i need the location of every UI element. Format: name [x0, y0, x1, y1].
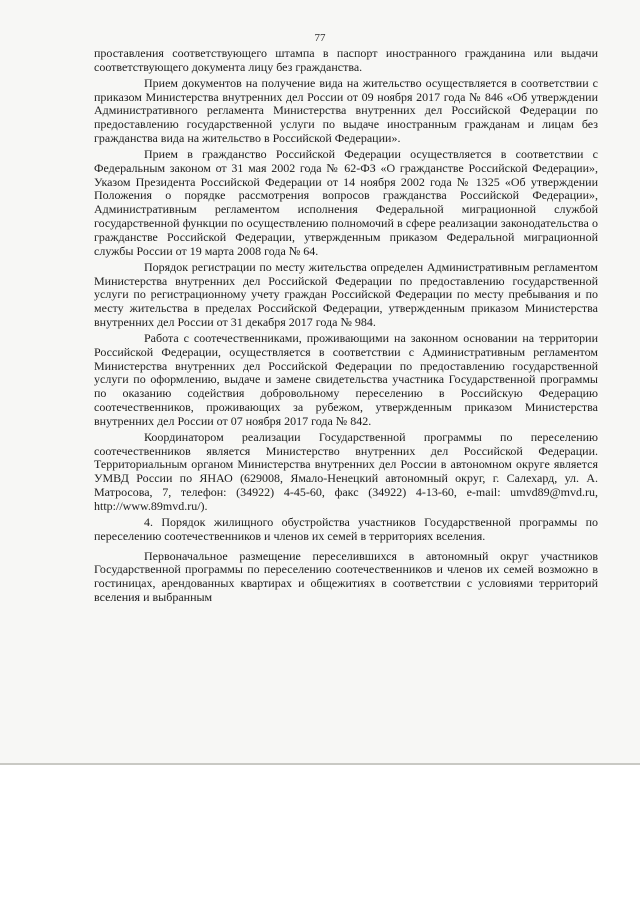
paragraph-residence-permit: Прием документов на получение вида на жительство осуществляется в соответствии с приказом Министерства внутренних дел России от 09 ноября 2017 года № 846 «Об утверждении Административного регламента Министерства внутренних дел Российской Федерации по предоставлению государственной услуги по выдаче иностранным гражданам и лицам без гражданства вида на жительство в Российской Федерации».: [94, 75, 598, 146]
paragraph-citizenship: Прием в гражданство Российской Федерации осуществляется в соответствии с Федеральным законом от 31 мая 2002 года № 62-ФЗ «О гражданстве Российской Федерации», Указом Президента Российской Федерации от 14 ноября 2002 года № 1325 «Об утверждении Положения о порядке рассмотрения вопросов гражданства Российской Федерации», Административным регламентом исполнения Федеральной миграционной службой государственной функции по осуществлению полномочий в сфере реализации законодательства о гражданстве Российской Федерации, утвержденным приказом Федеральной миграционной службы России от 19 марта 2008 года № 64.: [94, 146, 598, 258]
paragraph-registration: Порядок регистрации по месту жительства определен Административным регламентом Министерства внутренних дел Российской Федерации по предоставлению государственной услуги по регистрационному учету граждан Российской Федерации по месту пребывания и по месту жительства в пределах Российской Федерации, утвержденным приказом Министерства внутренних дел России от 31 декабря 2017 года № 984.: [94, 259, 598, 330]
paragraph-coordinator: Координатором реализации Государственной программы по переселению соотечественников является Министерство внутренних дел Российской Федерации. Территориальным органом Министерства внутренних дел России в автономном округе является УМВД России по ЯНАО (629008, Ямало-Ненецкий автономный округ, г. Салехард, ул. А. Матросова, 7, телефон: (34922) 4-45-60, факс (34922) 4-13-60, e-mail: umvd89@mvd.ru, http://www.89mvd.ru/).: [94, 429, 598, 513]
section-heading-housing: 4. Порядок жилищного обустройства участников Государственной программы по переселению соотечественников и членов их семей в территориях вселения.: [94, 514, 598, 543]
paragraph-compatriots: Работа с соотечественниками, проживающими на законном основании на территории Российской Федерации, осуществляется в соответствии с Административным регламентом Министерства внутренних дел Российской Федерации по предоставлению государственной услуги по оформлению, выдаче и замене свидетельства участника Государственной программы по оказанию содействия добровольному переселению в Российскую Федерацию соотечественников, проживающих за рубежом, утвержденным приказом Министерства внутренних дел России от 07 ноября 2017 года № 842.: [94, 330, 598, 428]
paragraph-continuation: проставления соответствующего штампа в паспорт иностранного гражданина или выдачи соответствующего документа лицу без гражданства.: [94, 46, 598, 74]
paragraph-initial-accommodation: Первоначальное размещение переселившихся в автономный округ участников Государственной программы по переселению соотечественников и членов их семей возможно в гостиницах, арендованных квартирах и общежитиях в соответствии с условиями территорий вселения и выбранным: [94, 548, 598, 605]
document-body: [94, 47, 598, 607]
page-number: 77: [314, 32, 326, 44]
